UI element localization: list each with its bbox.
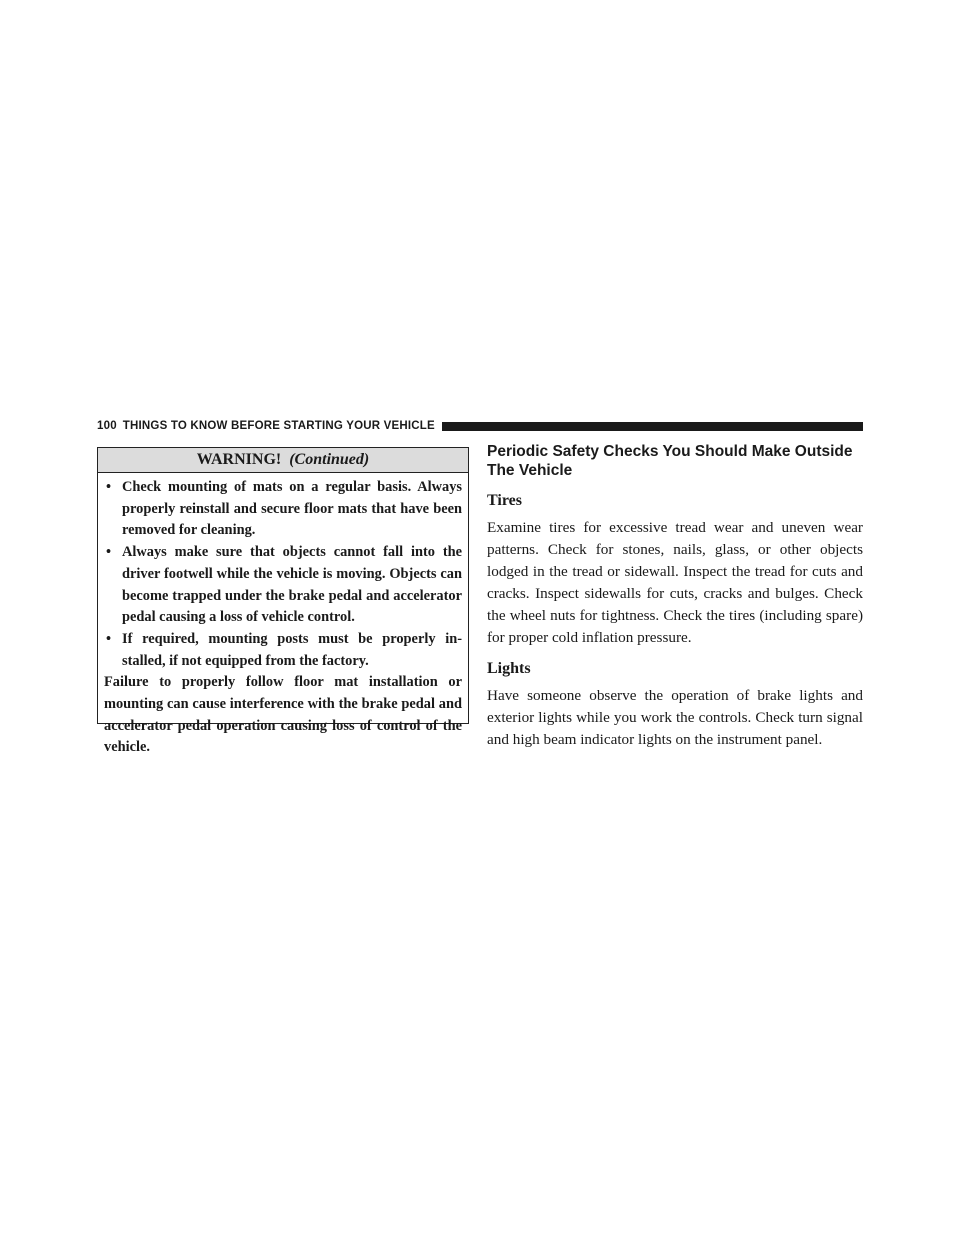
page-header (97, 418, 863, 434)
bullet-icon: • (106, 630, 112, 647)
warning-bullet-text: Check mounting of mats on a regular basis. Always properly reinstall and secure floor mats that have been removed for cleaning. (122, 479, 462, 539)
warning-continued: (Continued) (289, 451, 370, 468)
lights-heading: Lights (487, 660, 531, 677)
warning-bullet-text: If required, mounting posts must be properly in-stalled, if not equipped from the factory. (122, 630, 462, 669)
bullet-icon: • (106, 544, 112, 561)
lights-paragraph: Have someone observe the operation of brake lights and exterior lights while you work the controls. Check turn signal and high beam indicator lights on the instrument panel. (487, 687, 863, 748)
page-number: 100 (97, 420, 117, 432)
safety-checks-section (487, 442, 863, 761)
warning-bullet-list (104, 477, 462, 672)
warning-bullet-text: Always make sure that objects cannot fall into the driver footwell while the vehicle is moving. Objects can become trapped under the brake pedal and accelerator pedal causing a loss of vehicle control. (122, 544, 462, 626)
header-rule (442, 422, 863, 431)
warning-title: WARNING! (196, 451, 282, 468)
warning-bullet (104, 542, 462, 629)
warning-bullet (104, 477, 462, 542)
bullet-icon: • (106, 479, 112, 495)
chapter-title: THINGS TO KNOW BEFORE STARTING YOUR VEHICLE (122, 420, 435, 432)
warning-bullet (104, 629, 462, 672)
warning-content (98, 473, 468, 759)
tires-paragraph: Examine tires for excessive tread wear and uneven wear patterns. Check for stones, nails, glass, or other objects lodged in the tread or sidewall. Inspect the tread for cuts and cracks. Inspect sidewalls for cuts, cracks and bulges. Check the wheel nuts for tightness. Check the tires (including spare) for proper cold inflation pressure. (487, 519, 863, 646)
section-heading: Periodic Safety Checks You Should Make Outside The Vehicle (487, 443, 853, 479)
warning-header (98, 448, 468, 473)
warning-closing-text: Failure to properly follow floor mat installation or mounting can cause interference with the brake pedal and accelerator pedal operation causing loss of control of the vehicle. (104, 674, 462, 756)
tires-heading: Tires (487, 492, 522, 509)
warning-box (97, 447, 469, 756)
